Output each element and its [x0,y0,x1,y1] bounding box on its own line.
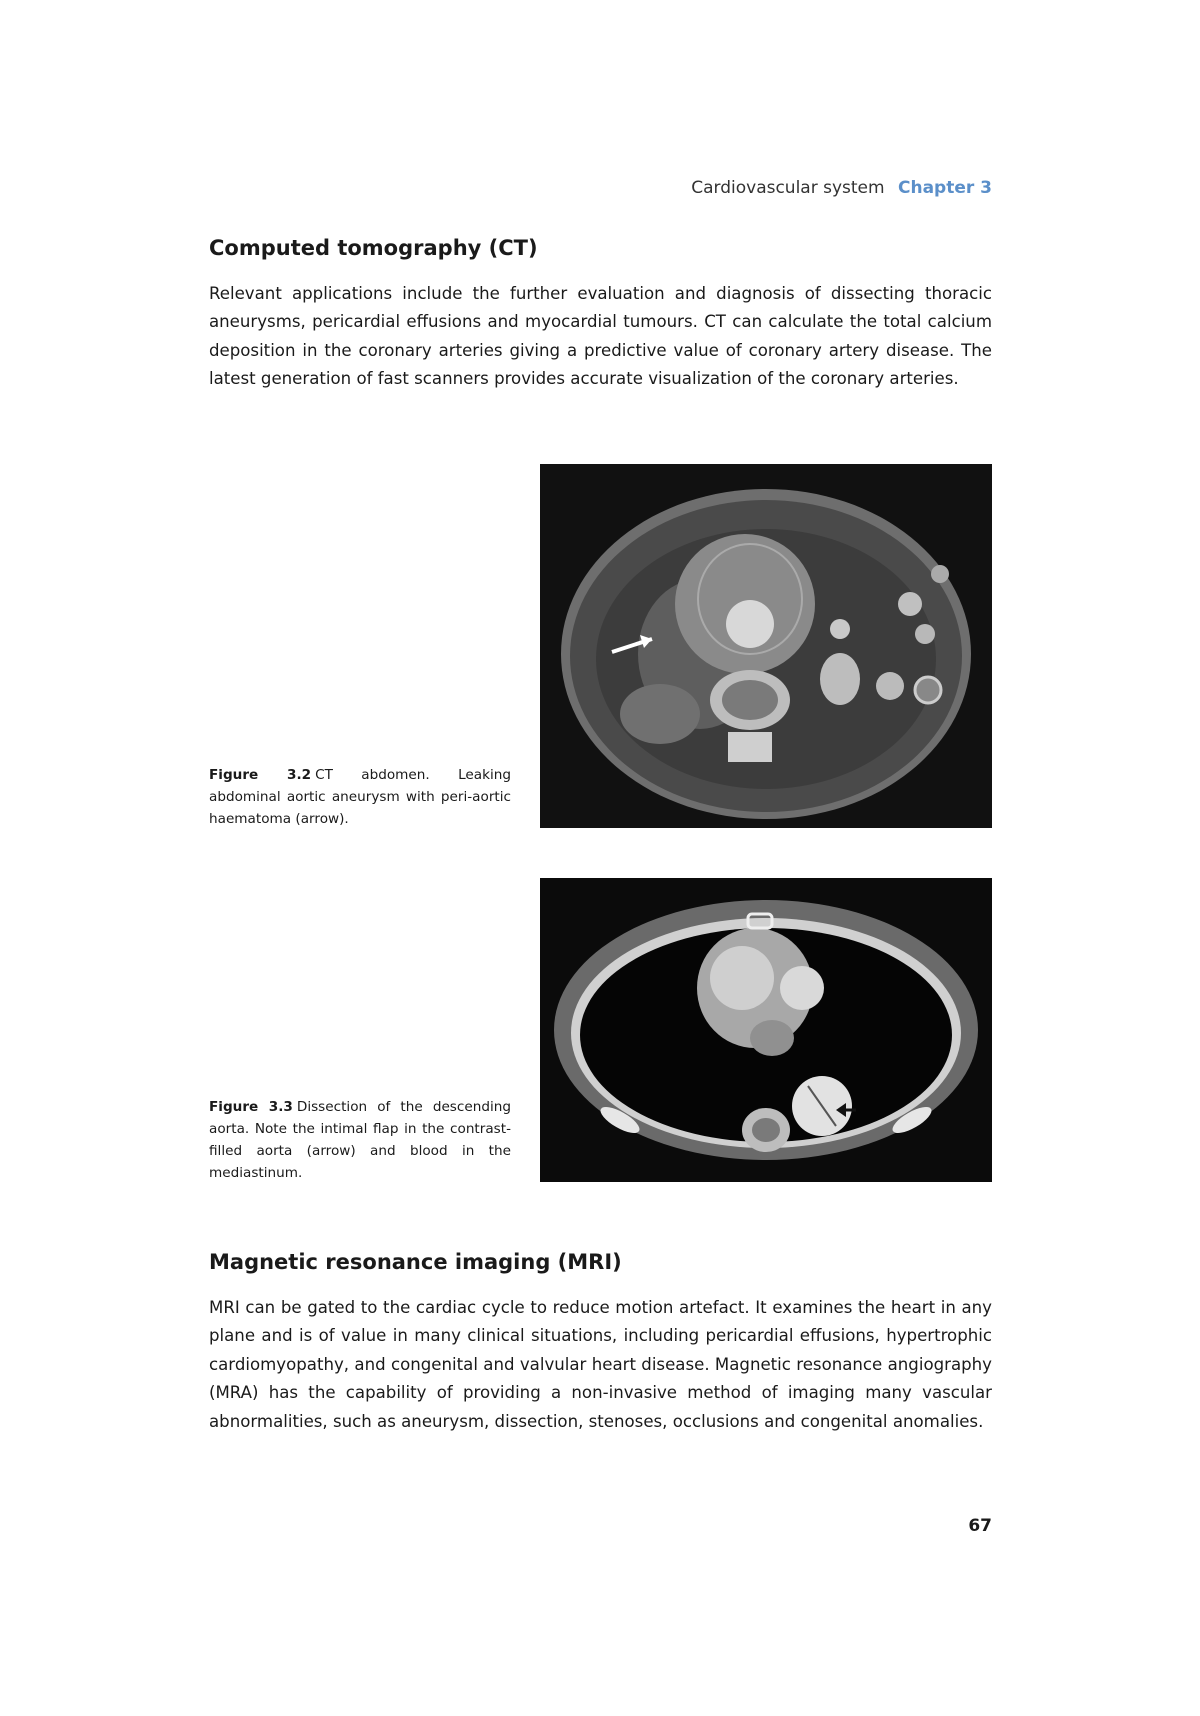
figure-3-3-image [540,878,992,1182]
ct-heading: Computed tomography (CT) [209,236,538,260]
ct-chest-scan [540,878,992,1182]
figure-3-2-image [540,464,992,828]
figure-3-2-caption [209,764,511,830]
ct-abdomen-scan [540,464,992,828]
mri-heading: Magnetic resonance imaging (MRI) [209,1250,622,1274]
mri-paragraph: MRI can be gated to the cardiac cycle to reduce motion artefact. It examines the heart in any plane and is of value in many clinical situations, including pericardial effusions, hypertrophic cardiomyopathy, and congenital and valvular heart disease. Magnetic resonance angiography (MRA) has the capability of providing a non-invasive method of imaging many vascular abnormalities, such as aneurysm, dissection, stenoses, occlusions and congenital anomalies. [209,1298,992,1431]
ct-paragraph: Relevant applications include the further evaluation and diagnosis of dissecting thoracic aneurysms, pericardial effusions and myocardial tumours. CT can calculate the total calcium deposition in the coronary arteries giving a predictive value of coronary artery disease. The latest generation of fast scanners provides accurate visualization of the coronary arteries. [209,284,992,389]
figure-3-2-caption-text: CT abdomen. Leaking abdominal aortic aneurysm with peri-aortic haematoma (arrow). [209,767,511,827]
running-head-section: Cardiovascular system [691,178,885,198]
running-head [691,178,992,198]
figure-3-2-label: Figure 3.2 [209,767,312,783]
figure-3-3-caption [209,1096,511,1184]
figure-3-3-caption-text: Dissection of the descending aorta. Note the intimal flap in the contrast-filled aorta (arrow) and blood in the mediastinum. [209,1099,511,1181]
page-number: 67 [968,1516,992,1536]
running-head-chapter: Chapter 3 [897,178,992,198]
figure-3-3-label: Figure 3.3 [209,1099,293,1115]
